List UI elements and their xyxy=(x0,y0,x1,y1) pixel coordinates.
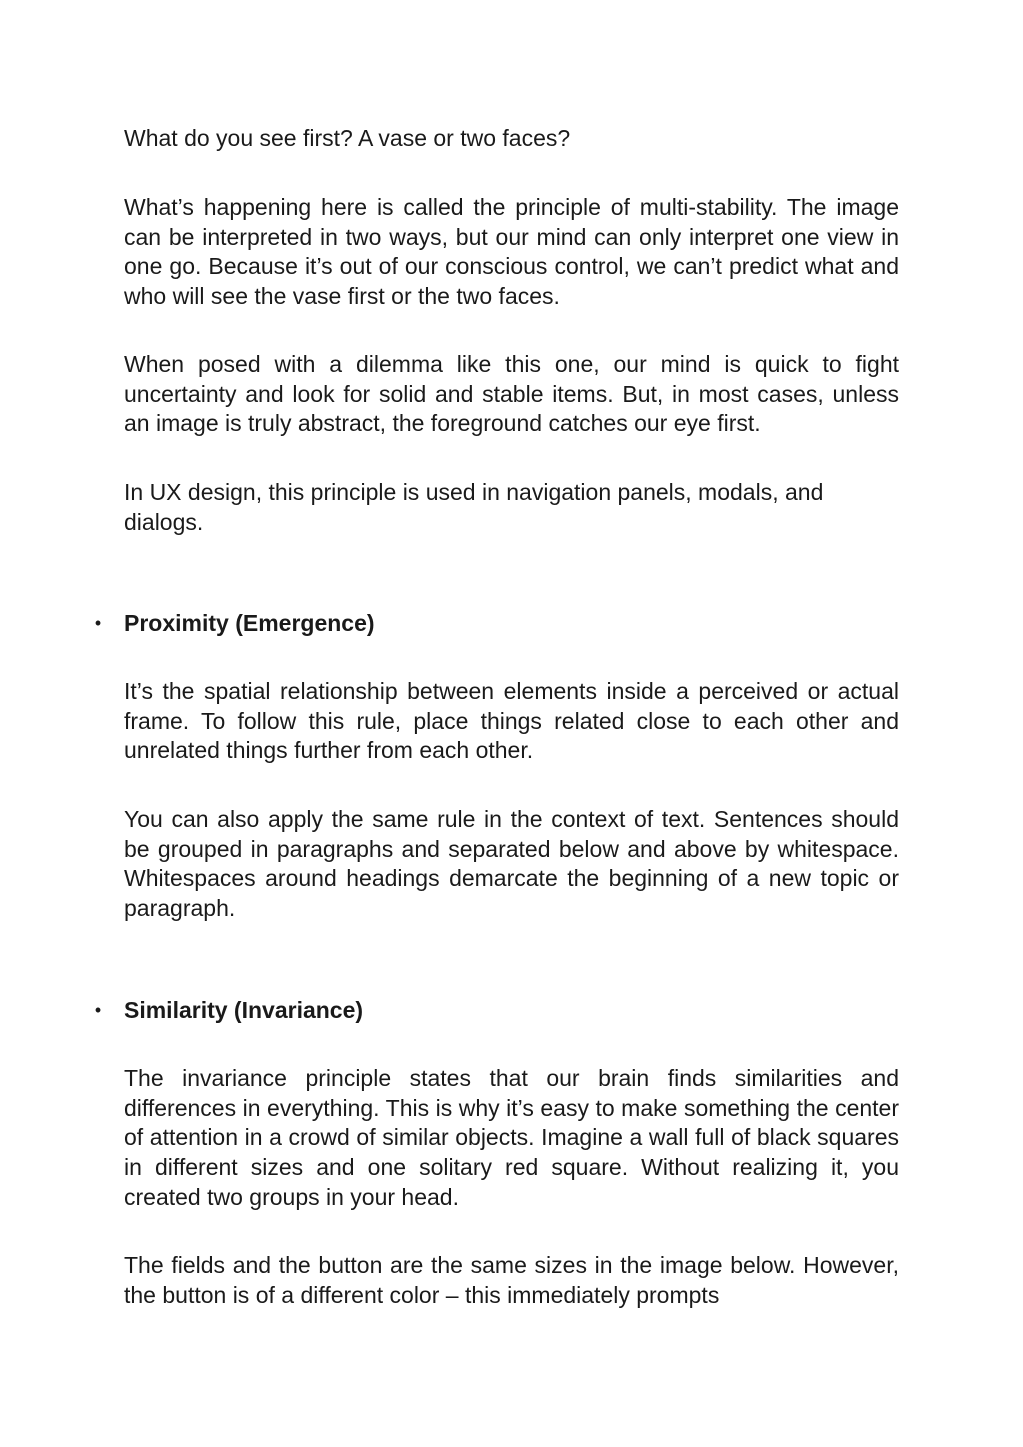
intro-paragraph-multistability: What’s happening here is called the principle of multi-stability. The image can be interpreted in two ways, but our mind can only interpret one view in one go. Because it’s out of our conscious control, we can’t predict what and who will see the vase first or the two faces. xyxy=(124,194,899,310)
proximity-paragraph-spatial: It’s the spatial relationship between elements inside a perceived or actual frame. To follow this rule, place things related close to each other and unrelated things further from each other. xyxy=(124,678,899,764)
intro-question: What do you see first? A vase or two faces? xyxy=(124,125,571,151)
intro-paragraph-ux-design: In UX design, this principle is used in navigation panels, modals, and dialogs. xyxy=(124,479,824,535)
similarity-paragraph-button: The fields and the button are the same sizes in the image below. However, the button is of a different color – this immediately prompts xyxy=(124,1252,899,1308)
section-heading-proximity: Proximity (Emergence) xyxy=(124,610,375,636)
similarity-paragraph-invariance: The invariance principle states that our brain finds similarities and differences in everything. This is why it’s easy to make something the center of attention in a crowd of similar objects. Imagine a wall full of black squares in different sizes and one solitary red square. Without realizing it, you created two groups in your head. xyxy=(124,1065,899,1210)
document-page xyxy=(94,0,899,1447)
bullet-icon: • xyxy=(94,1000,102,1020)
intro-paragraph-dilemma: When posed with a dilemma like this one, our mind is quick to fight uncertainty and look for solid and stable items. But, in most cases, unless an image is truly abstract, the foreground catches our eye first. xyxy=(124,351,899,437)
proximity-paragraph-text: You can also apply the same rule in the context of text. Sentences should be grouped in paragraphs and separated below and above by whitespace. Whitespaces around headings demarcate the beginning of a new topic or paragraph. xyxy=(124,806,899,922)
section-heading-similarity: Similarity (Invariance) xyxy=(124,997,364,1023)
bullet-icon: • xyxy=(94,613,102,633)
